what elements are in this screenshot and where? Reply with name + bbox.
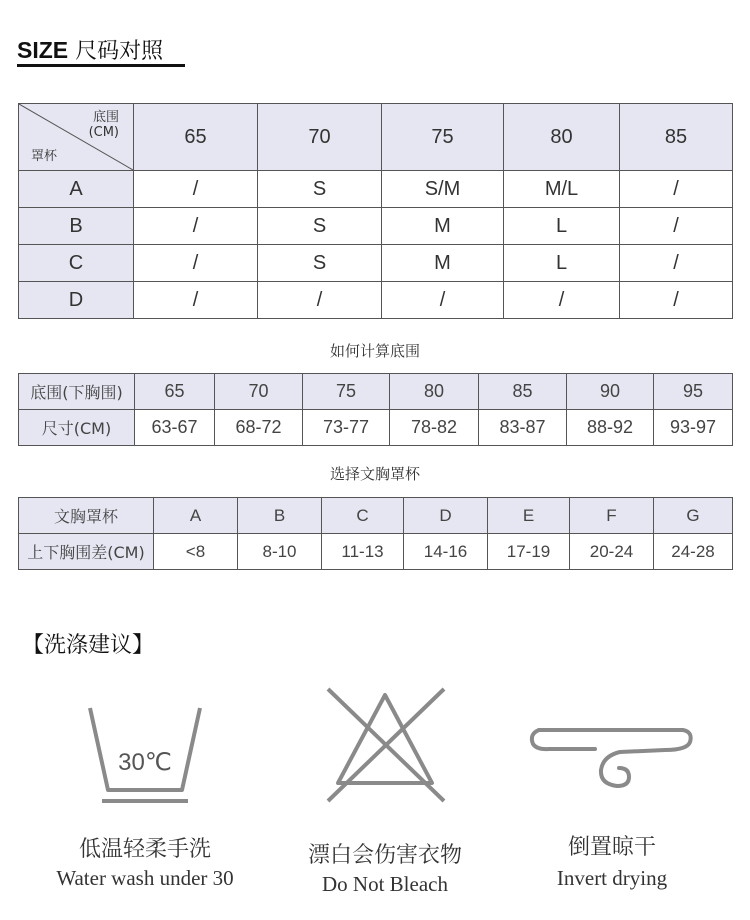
band-cm-label: 尺寸(CM) bbox=[19, 410, 135, 446]
band-size-table bbox=[18, 373, 733, 446]
band-cm-range: 93-97 bbox=[654, 410, 733, 446]
size-cell: / bbox=[382, 282, 504, 319]
cup-label: B bbox=[19, 208, 134, 245]
cup-row bbox=[19, 498, 733, 534]
size-corner-cell bbox=[19, 104, 134, 171]
corner-band-label-line1: 底围 bbox=[92, 110, 119, 125]
size-cell: / bbox=[504, 282, 620, 319]
cup-diff-range: 17-19 bbox=[488, 534, 570, 570]
cup-diff-label: 上下胸围差(CM) bbox=[19, 534, 154, 570]
cup-label: C bbox=[19, 245, 134, 282]
size-col-header: 65 bbox=[134, 104, 258, 171]
size-cell: L bbox=[504, 208, 620, 245]
size-col-header: 80 bbox=[504, 104, 620, 171]
size-cell: M bbox=[382, 208, 504, 245]
cup-value: B bbox=[238, 498, 322, 534]
size-col-header: 75 bbox=[382, 104, 504, 171]
care-bleach-en: Do Not Bleach bbox=[322, 872, 448, 896]
care-bleach-cn: 漂白会伤害衣物 bbox=[307, 843, 462, 868]
care-dry-en: Invert drying bbox=[556, 866, 668, 890]
cup-label: A bbox=[19, 171, 134, 208]
cup-caption: 选择文胸罩杯 bbox=[329, 465, 420, 483]
no-bleach-icon bbox=[320, 685, 450, 805]
band-value: 90 bbox=[567, 374, 654, 410]
cup-diff-range: 24-28 bbox=[654, 534, 733, 570]
size-row bbox=[19, 171, 733, 208]
band-cm-range: 73-77 bbox=[303, 410, 390, 446]
cup-row-label: 文胸罩杯 bbox=[19, 498, 154, 534]
size-cell: / bbox=[620, 171, 733, 208]
size-cell: / bbox=[134, 282, 258, 319]
cup-value: G bbox=[654, 498, 733, 534]
band-value: 65 bbox=[135, 374, 215, 410]
size-cell: / bbox=[620, 208, 733, 245]
page-title bbox=[17, 34, 163, 65]
size-cell: / bbox=[134, 171, 258, 208]
band-cm-row bbox=[19, 410, 733, 446]
cup-value: F bbox=[570, 498, 654, 534]
size-cell: S bbox=[258, 171, 382, 208]
hang-dry-icon bbox=[525, 722, 700, 802]
cup-diff-range: 20-24 bbox=[570, 534, 654, 570]
cup-value: E bbox=[488, 498, 570, 534]
size-col-header: 85 bbox=[620, 104, 733, 171]
cup-diff-range: 11-13 bbox=[322, 534, 404, 570]
size-cell: M bbox=[382, 245, 504, 282]
wash-30-icon bbox=[80, 700, 210, 810]
cup-value: D bbox=[404, 498, 488, 534]
band-value: 80 bbox=[390, 374, 479, 410]
title-underline bbox=[17, 64, 185, 67]
size-cell: M/L bbox=[504, 171, 620, 208]
band-row bbox=[19, 374, 733, 410]
band-cm-range: 83-87 bbox=[479, 410, 567, 446]
size-header-row bbox=[19, 104, 733, 171]
cup-value: A bbox=[154, 498, 238, 534]
cup-diff-row bbox=[19, 534, 733, 570]
size-cell: / bbox=[620, 282, 733, 319]
care-wash-en: Water wash under 30 bbox=[56, 866, 234, 890]
size-row bbox=[19, 208, 733, 245]
wash-temp-label: 30℃ bbox=[118, 749, 172, 776]
size-cell: S/M bbox=[382, 171, 504, 208]
size-row bbox=[19, 282, 733, 319]
cup-size-table bbox=[18, 497, 733, 570]
band-caption: 如何计算底围 bbox=[329, 342, 420, 360]
band-value: 85 bbox=[479, 374, 567, 410]
corner-band-label-line2: (CM) bbox=[88, 125, 119, 140]
band-cm-range: 68-72 bbox=[215, 410, 303, 446]
cup-value: C bbox=[322, 498, 404, 534]
size-cell: / bbox=[134, 245, 258, 282]
band-value: 75 bbox=[303, 374, 390, 410]
size-cell: L bbox=[504, 245, 620, 282]
title-cn: 尺码对照 bbox=[75, 39, 164, 64]
size-chart-table bbox=[18, 103, 733, 319]
corner-cup-label: 罩杯 bbox=[31, 149, 58, 164]
size-cell: / bbox=[620, 245, 733, 282]
care-dry-cn: 倒置晾干 bbox=[567, 835, 656, 860]
band-cm-range: 88-92 bbox=[567, 410, 654, 446]
cup-diff-range: 14-16 bbox=[404, 534, 488, 570]
size-cell: / bbox=[258, 282, 382, 319]
size-cell: / bbox=[134, 208, 258, 245]
band-value: 70 bbox=[215, 374, 303, 410]
cup-diff-range: 8-10 bbox=[238, 534, 322, 570]
size-cell: S bbox=[258, 208, 382, 245]
size-row bbox=[19, 245, 733, 282]
band-cm-range: 78-82 bbox=[390, 410, 479, 446]
cup-label: D bbox=[19, 282, 134, 319]
band-cm-range: 63-67 bbox=[135, 410, 215, 446]
title-en: SIZE bbox=[17, 37, 69, 63]
cup-diff-range: <8 bbox=[154, 534, 238, 570]
corner-band-label bbox=[89, 110, 119, 140]
size-col-header: 70 bbox=[258, 104, 382, 171]
band-row-label: 底围(下胸围) bbox=[19, 374, 135, 410]
size-cell: S bbox=[258, 245, 382, 282]
wash-section-title: 【洗涤建议】 bbox=[22, 633, 155, 658]
band-value: 95 bbox=[654, 374, 733, 410]
care-wash-cn: 低温轻柔手洗 bbox=[78, 837, 211, 862]
